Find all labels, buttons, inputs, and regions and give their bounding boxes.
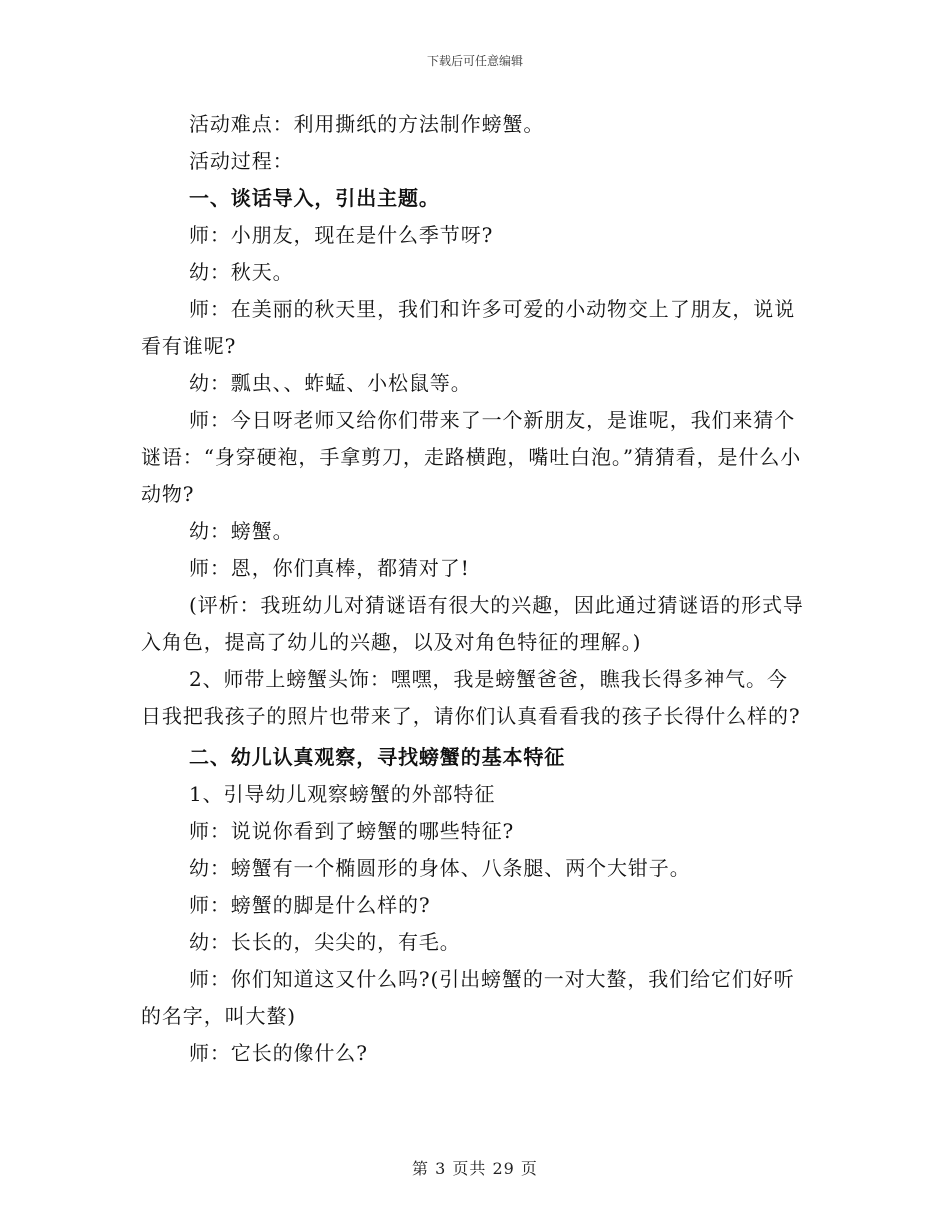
dialogue-line: 师：在美丽的秋天里，我们和许多可爱的小动物交上了朋友，说说看有谁呢? — [141, 297, 796, 358]
paragraph-process-label: 活动过程： — [189, 149, 294, 173]
evaluation-note: (评析：我班幼儿对猜谜语有很大的兴趣，因此通过猜谜语的形式导入角色，提高了幼儿的兴趣，以及对角色特征的理解。) — [141, 593, 804, 654]
section-heading-1: 一、谈话导入，引出主题。 — [189, 186, 440, 210]
page-number-footer: 第 3 页共 29 页 — [412, 1159, 538, 1178]
dialogue-line: 幼：螃蟹。 — [189, 519, 294, 543]
step-2-paragraph: 2、师带上螃蟹头饰：嘿嘿，我是螃蟹爸爸，瞧我长得多神气。今日我把我孩子的照片也带来了，请你们认真看看我的孩子长得什么样的? — [141, 667, 801, 728]
section-heading-2: 二、幼儿认真观察，寻找螃蟹的基本特征 — [189, 745, 566, 769]
page-header-note: 下载后可任意编辑 — [426, 54, 523, 68]
dialogue-line: 幼：长长的，尖尖的，有毛。 — [189, 930, 461, 954]
dialogue-line: 幼：秋天。 — [189, 260, 294, 284]
dialogue-line: 幼：瓢虫、、蚱蜢、小松鼠等。 — [189, 371, 472, 395]
dialogue-line: 师：螃蟹的脚是什么样的? — [189, 893, 431, 917]
dialogue-line: 师：你们知道这又什么吗?(引出螃蟹的一对大螯，我们给它们好听的名字，叫大螯) — [141, 967, 795, 1028]
dialogue-line: 师：恩，你们真棒，都猜对了! — [189, 556, 470, 580]
dialogue-line: 师：它长的像什么? — [189, 1041, 368, 1065]
document-body — [141, 106, 805, 1072]
step-1-paragraph: 1、引导幼儿观察螃蟹的外部特征 — [189, 782, 496, 806]
dialogue-line: 师：小朋友，现在是什么季节呀? — [189, 223, 494, 247]
dialogue-line: 师：说说你看到了螃蟹的哪些特征? — [189, 819, 515, 843]
paragraph-difficulty: 活动难点：利用撕纸的方法制作螃蟹。 — [189, 112, 545, 136]
dialogue-line: 幼：螃蟹有一个椭圆形的身体、八条腿、两个大钳子。 — [189, 856, 691, 880]
dialogue-line: 师：今日呀老师又给你们带来了一个新朋友，是谁呢，我们来猜个谜语：“身穿硬袍，手拿剪刀，走路横跑，嘴吐白泡。”猜猜看，是什么小动物? — [141, 408, 802, 506]
